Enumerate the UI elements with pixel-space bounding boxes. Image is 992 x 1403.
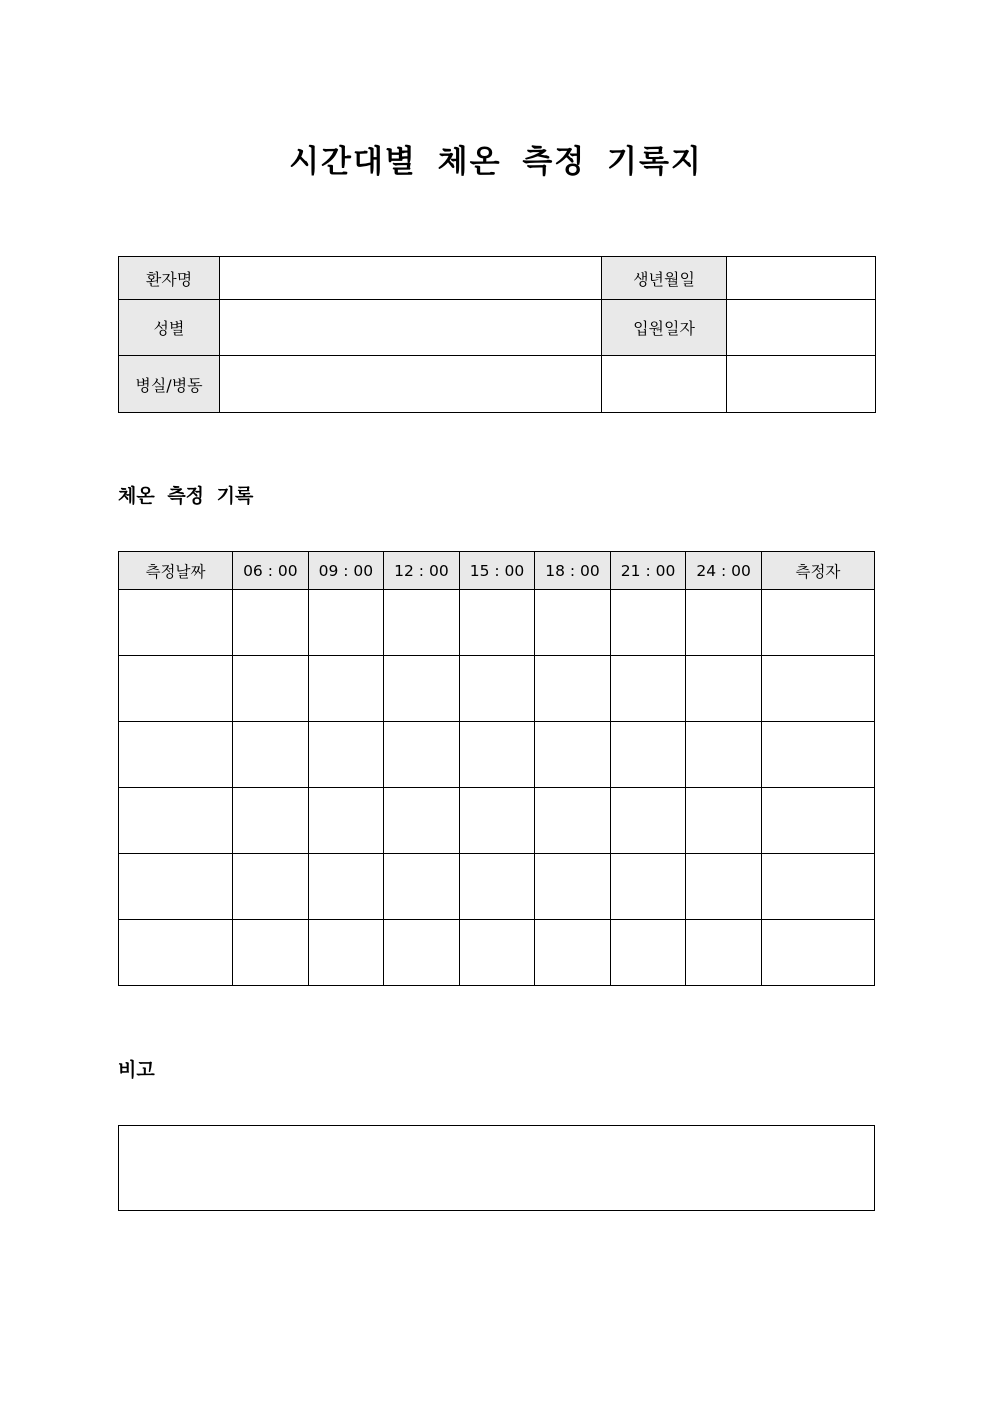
room-ward-label: 병실/병동 — [119, 356, 220, 413]
measurer-cell[interactable] — [761, 854, 874, 920]
time-header-1500: 15 : 00 — [459, 552, 535, 590]
measurer-cell[interactable] — [761, 920, 874, 986]
temperature-cell[interactable] — [459, 788, 535, 854]
time-header-2400: 24 : 00 — [686, 552, 762, 590]
birth-date-label: 생년월일 — [602, 257, 727, 300]
temperature-cell[interactable] — [535, 590, 611, 656]
time-header-1800: 18 : 00 — [535, 552, 611, 590]
date-cell[interactable] — [119, 656, 233, 722]
time-header-0600: 06 : 00 — [233, 552, 309, 590]
temperature-cell[interactable] — [610, 854, 686, 920]
time-header-1200: 12 : 00 — [384, 552, 460, 590]
record-section-title: 체온 측정 기록 — [118, 485, 254, 507]
temperature-cell[interactable] — [610, 722, 686, 788]
temperature-cell[interactable] — [686, 590, 762, 656]
temperature-cell[interactable] — [308, 590, 384, 656]
measurer-header: 측정자 — [761, 552, 874, 590]
sex-label: 성별 — [119, 300, 220, 356]
table-row — [119, 854, 875, 920]
temperature-cell[interactable] — [308, 854, 384, 920]
date-header: 측정날짜 — [119, 552, 233, 590]
table-row — [119, 920, 875, 986]
temperature-cell[interactable] — [610, 788, 686, 854]
temperature-cell[interactable] — [459, 920, 535, 986]
temperature-cell[interactable] — [233, 920, 309, 986]
temperature-record-table — [118, 551, 875, 986]
temperature-cell[interactable] — [308, 656, 384, 722]
temperature-cell[interactable] — [686, 854, 762, 920]
temperature-cell[interactable] — [610, 656, 686, 722]
room-ward-field[interactable] — [220, 356, 602, 413]
temperature-cell[interactable] — [686, 656, 762, 722]
empty-cell[interactable] — [602, 356, 727, 413]
temperature-cell[interactable] — [308, 920, 384, 986]
remarks-field[interactable] — [118, 1125, 875, 1211]
date-cell[interactable] — [119, 854, 233, 920]
table-row — [119, 590, 875, 656]
admission-date-label: 입원일자 — [602, 300, 727, 356]
empty-cell[interactable] — [727, 356, 876, 413]
patient-info-table — [118, 256, 876, 413]
sex-field[interactable] — [220, 300, 602, 356]
temperature-cell[interactable] — [233, 590, 309, 656]
date-cell[interactable] — [119, 788, 233, 854]
temperature-cell[interactable] — [459, 656, 535, 722]
temperature-cell[interactable] — [384, 788, 460, 854]
temperature-cell[interactable] — [535, 788, 611, 854]
measurer-cell[interactable] — [761, 722, 874, 788]
table-row — [119, 656, 875, 722]
temperature-cell[interactable] — [308, 722, 384, 788]
page-title: 시간대별 체온 측정 기록지 — [289, 144, 703, 180]
temperature-cell[interactable] — [459, 854, 535, 920]
date-cell[interactable] — [119, 920, 233, 986]
temperature-cell[interactable] — [384, 920, 460, 986]
measurer-cell[interactable] — [761, 590, 874, 656]
temperature-cell[interactable] — [535, 656, 611, 722]
remarks-section-title: 비고 — [118, 1059, 155, 1081]
temperature-cell[interactable] — [384, 722, 460, 788]
temperature-cell[interactable] — [686, 722, 762, 788]
temperature-cell[interactable] — [308, 788, 384, 854]
table-row — [119, 722, 875, 788]
patient-name-label: 환자명 — [119, 257, 220, 300]
temperature-cell[interactable] — [459, 722, 535, 788]
temperature-cell[interactable] — [535, 722, 611, 788]
time-header-2100: 21 : 00 — [610, 552, 686, 590]
temperature-cell[interactable] — [535, 920, 611, 986]
time-header-0900: 09 : 00 — [308, 552, 384, 590]
measurer-cell[interactable] — [761, 656, 874, 722]
patient-name-field[interactable] — [220, 257, 602, 300]
temperature-cell[interactable] — [384, 656, 460, 722]
date-cell[interactable] — [119, 722, 233, 788]
temperature-cell[interactable] — [686, 920, 762, 986]
temperature-cell[interactable] — [233, 854, 309, 920]
temperature-cell[interactable] — [686, 788, 762, 854]
table-row — [119, 788, 875, 854]
temperature-cell[interactable] — [233, 656, 309, 722]
temperature-cell[interactable] — [535, 854, 611, 920]
temperature-cell[interactable] — [233, 788, 309, 854]
temperature-cell[interactable] — [610, 590, 686, 656]
temperature-cell[interactable] — [459, 590, 535, 656]
temperature-cell[interactable] — [384, 854, 460, 920]
date-cell[interactable] — [119, 590, 233, 656]
birth-date-field[interactable] — [727, 257, 876, 300]
measurer-cell[interactable] — [761, 788, 874, 854]
admission-date-field[interactable] — [727, 300, 876, 356]
temperature-cell[interactable] — [233, 722, 309, 788]
temperature-cell[interactable] — [610, 920, 686, 986]
temperature-cell[interactable] — [384, 590, 460, 656]
